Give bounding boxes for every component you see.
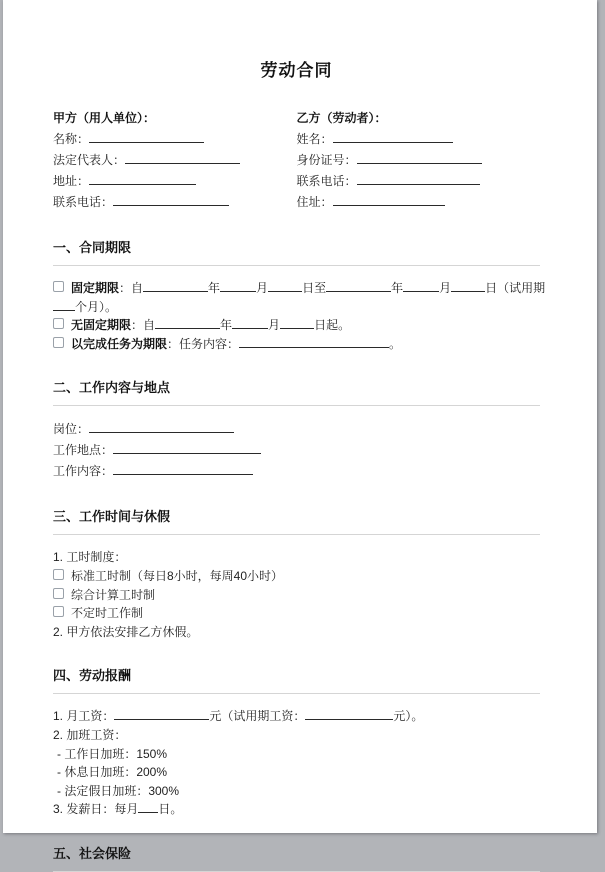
option-text: 年 [391,281,404,295]
party-a-representative-row [53,150,297,171]
blank-line [403,279,439,292]
field-label: 元（试用期工资： [209,709,306,724]
option-text: 日（试用期 [485,281,546,295]
field-label: 联系电话： [296,174,357,188]
field-label: 3. 发薪日：每月 [53,802,139,817]
blank-line [114,707,209,720]
field-label: 联系电话： [53,195,114,209]
field-label: 姓名： [296,132,333,146]
option-text: 月 [256,281,269,295]
blank-line [357,151,482,164]
blank-line [143,279,208,292]
option-text: 月 [268,318,281,333]
checkbox-icon[interactable] [53,281,64,292]
blank-line [326,279,391,292]
section-heading: 二、工作内容与地点 [53,377,540,406]
party-b-block [297,108,541,213]
blank-line [89,420,234,433]
standard-hours-option [53,567,540,586]
checkbox-icon[interactable] [53,606,64,617]
blank-line [239,335,389,348]
leave-clause: 2. 甲方依法安排乙方休假。 [53,624,199,639]
party-b-address-row [297,192,541,213]
overtime-restday-rate: - 休息日加班：200% [57,765,168,780]
party-b-heading: 乙方（劳动者）： [296,111,387,125]
option-label: 无固定期限 [71,318,132,333]
section-social-insurance [53,843,540,872]
field-label: 1. 月工资： [53,709,115,724]
blank-line [113,462,253,475]
party-b-name-row [297,129,541,150]
parties-block [53,108,540,213]
field-label: 名称： [53,132,90,146]
party-a-phone-row [53,192,297,213]
blank-line [357,172,480,185]
option-text: 日起。 [314,318,351,333]
option-label: 固定期限 [71,281,120,295]
hours-system-label: 1. 工时制度： [53,550,127,565]
blank-line [113,441,261,454]
party-a-block [53,108,297,213]
blank-line [113,193,229,206]
page-title: 劳动合同 [260,61,333,80]
blank-line [53,298,75,311]
section-heading: 五、社会保险 [53,843,540,872]
blank-line [138,800,158,813]
field-label: 法定代表人： [53,153,126,167]
option-label: 不定时工作制 [71,606,144,621]
field-label: 工作地点： [53,443,114,458]
blank-line [333,193,445,206]
checkbox-icon[interactable] [53,318,64,329]
overtime-weekday-rate: - 工作日加班：150% [57,746,168,761]
overtime-wage-label: 2. 加班工资： [53,727,127,742]
field-label: 岗位： [53,422,90,437]
fixed-term-option-wrap [53,298,540,317]
task-based-term-option [53,335,540,354]
blank-line [451,279,485,292]
work-content-row [53,461,540,482]
option-text: ：任务内容： [167,336,240,351]
blank-line [89,130,204,143]
checkbox-icon[interactable] [53,569,64,580]
contract-page [3,0,597,861]
field-label: 住址： [296,195,333,209]
field-label: 日。 [158,802,183,817]
field-label: 工作内容： [53,464,114,479]
blank-line [305,707,393,720]
option-text: 日至 [302,281,327,295]
blank-line [220,279,256,292]
blank-line [333,130,453,143]
blank-line [155,316,220,329]
blank-line [280,316,314,329]
blank-line [268,279,302,292]
blank-line [232,316,268,329]
option-label: 以完成任务为期限 [71,336,168,351]
section-heading: 一、合同期限 [53,237,540,266]
position-row [53,419,540,440]
checkbox-icon[interactable] [53,337,64,348]
option-text: 个月）。 [75,299,118,314]
section-heading: 三、工作时间与休假 [53,506,540,535]
party-a-name-row [53,129,297,150]
party-a-heading: 甲方（用人单位）： [53,111,156,125]
section-heading: 四、劳动报酬 [53,665,540,694]
work-location-row [53,440,540,461]
option-text: 年 [208,281,221,295]
payday-row [53,800,540,819]
field-label: 身份证号： [296,153,357,167]
section-contract-term [53,237,546,353]
party-b-phone-row [297,171,541,192]
party-a-address-row [53,171,297,192]
field-label: 元）。 [393,709,424,724]
section-remuneration [53,665,540,819]
option-label: 综合计算工时制 [71,587,156,602]
flexible-hours-option [53,604,540,623]
section-working-hours [53,506,540,641]
monthly-wage-row [53,707,540,726]
blank-line [89,172,196,185]
checkbox-icon[interactable] [53,588,64,599]
option-text: 年 [220,318,233,333]
field-label: 地址： [53,174,90,188]
option-text: ：自 [119,281,144,295]
party-b-id-row [297,150,541,171]
overtime-holiday-rate: - 法定假日加班：300% [57,783,180,798]
blank-line [125,151,240,164]
fixed-term-option [53,279,546,298]
option-text: 月 [439,281,452,295]
option-text: ：自 [131,318,156,333]
section-job-content [53,377,540,482]
contract-content [3,0,597,872]
option-text: 。 [389,336,402,351]
open-ended-term-option [53,316,540,335]
comprehensive-hours-option [53,586,540,605]
option-label: 标准工时制（每日8小时，每周40小时） [71,568,284,583]
